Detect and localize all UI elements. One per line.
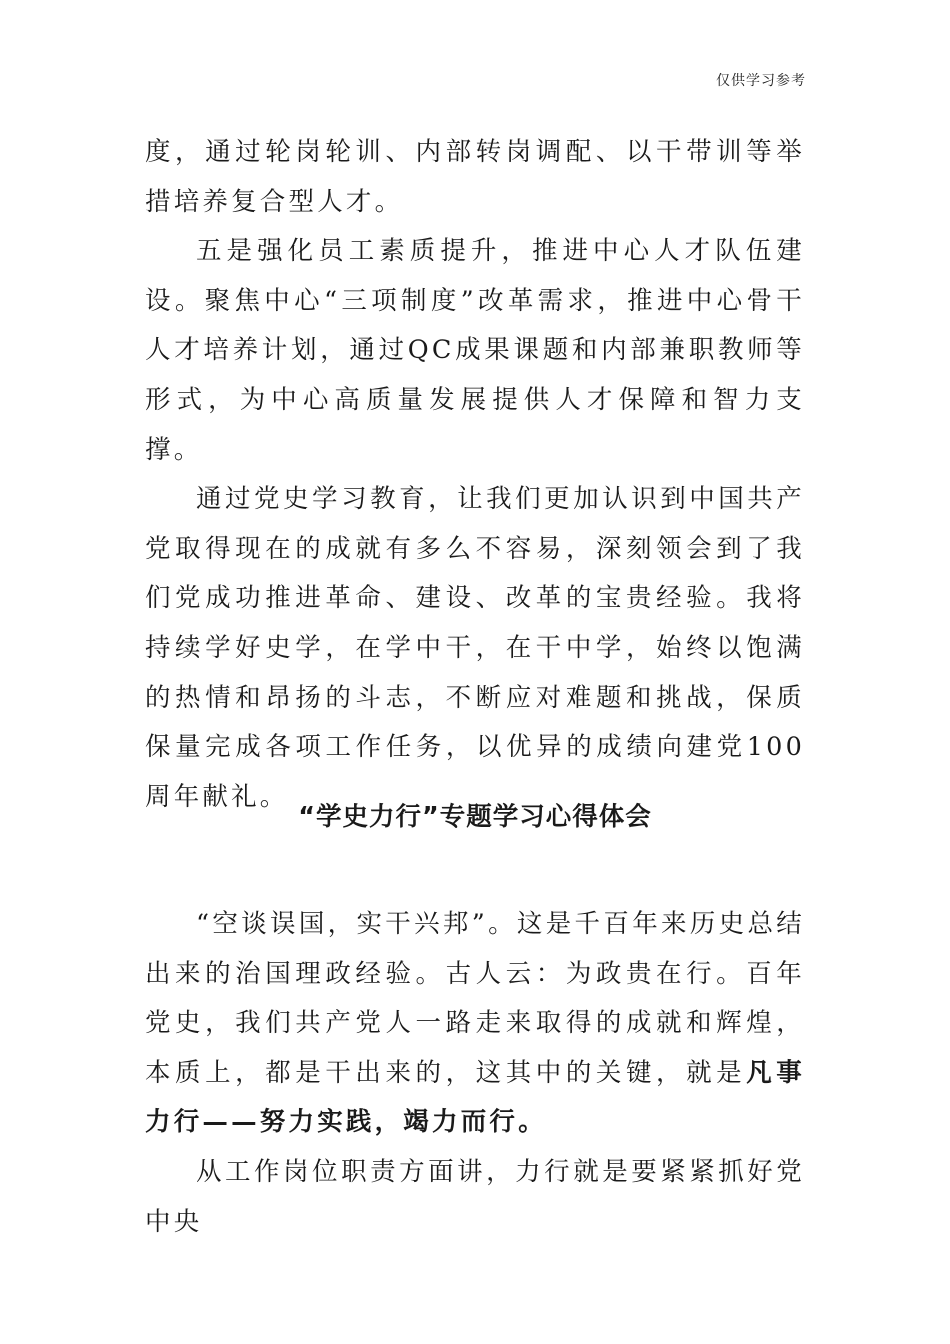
header-note: 仅供学习参考 xyxy=(716,73,806,89)
paragraph-intro xyxy=(145,900,805,1148)
body-section-1 xyxy=(145,128,805,822)
paragraph-continuation: 度，通过轮岗轮训、内部转岗调配、以干带训等举措培养复合型人才。 xyxy=(145,137,805,217)
body-section-2 xyxy=(145,900,805,1247)
article-title: “学史力行”专题学习心得体会 xyxy=(298,802,652,832)
paragraph-intro-emphasis: 凡事力行——努力实践，竭力而行。 xyxy=(145,1057,805,1138)
paragraph-intro-text: “空谈误国，实干兴邦”。这是千百年来历史总结出来的治国理政经验。古人云：为政贵在行。百年党史，我们共产党人一路走来取得的成就和辉煌，本质上，都是干出来的，这其中的关键，就是 xyxy=(145,909,805,1088)
paragraph-conclusion: 通过党史学习教育，让我们更加认识到中国共产党取得现在的成就有多么不容易，深刻领会到了我们党成功推进革命、建设、改革的宝贵经验。我将持续学好史学，在学中干，在干中学，始终以饱满的热情和昂扬的斗志，不断应对难题和挑战，保质保量完成各项工作任务，以优异的成绩向建党100周年献礼。 xyxy=(145,484,805,812)
paragraph-point-five: 五是强化员工素质提升，推进中心人才队伍建设。聚焦中心“三项制度”改革需求，推进中心骨干人才培养计划，通过QC成果课题和内部兼职教师等形式，为中心高质量发展提供人才保障和智力支撑。 xyxy=(145,236,805,465)
paragraph-duty: 从工作岗位职责方面讲，力行就是要紧紧抓好党中央 xyxy=(145,1156,805,1237)
